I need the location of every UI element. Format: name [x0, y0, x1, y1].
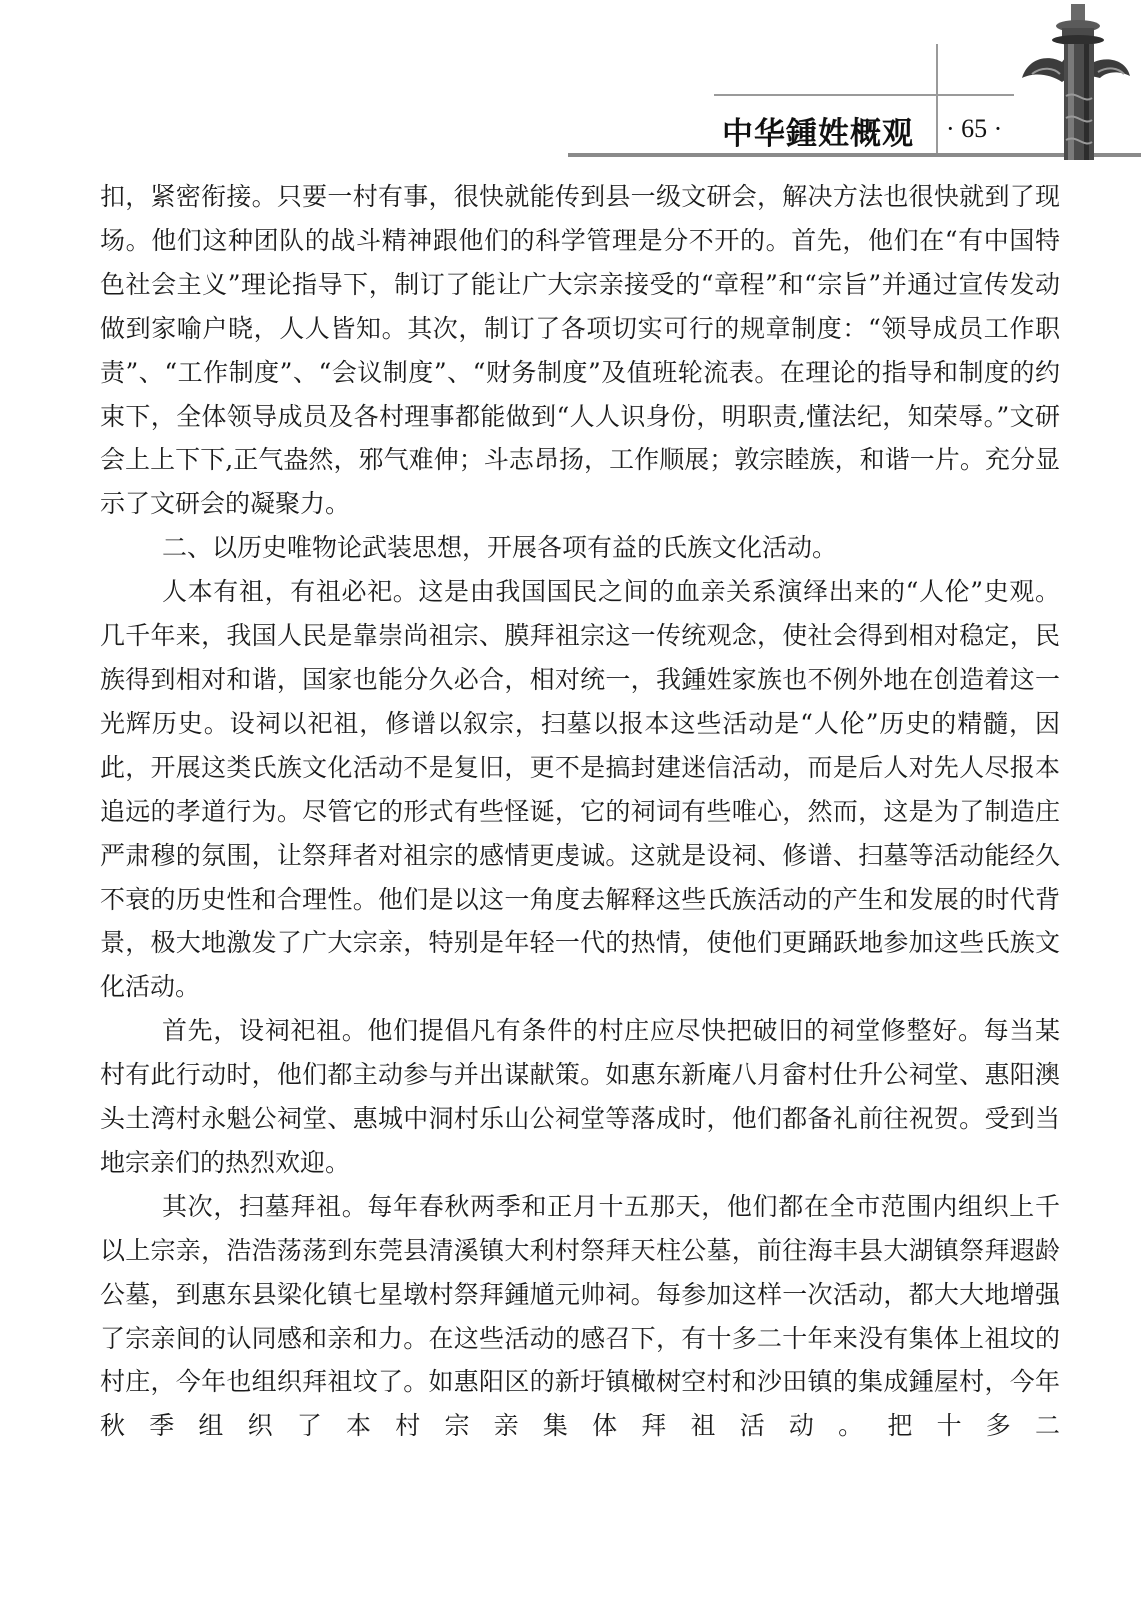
body-text [100, 175, 1060, 1448]
paragraph-3: 人本有祖，有祖必祀。这是由我国国民之间的血亲关系演绎出来的“人伦”史观。几千年来，我国人民是靠崇尚祖宗、膜拜祖宗这一传统观念，使社会得到相对稳定，民族得到相对和谐，国家也能分久必合，相对统一，我鍾姓家族也不例外地在创造着这一光辉历史。设祠以祀祖，修谱以叙宗，扫墓以报本这些活动是“人伦”历史的精髓，因此，开展这类氏族文化活动不是复旧，更不是搞封建迷信活动，而是后人对先人尽报本追远的孝道行为。尽管它的形式有些怪诞，它的祠词有些唯心，然而，这是为了制造庄严肃穆的氛围，让祭拜者对祖宗的感情更虔诚。这就是设祠、修谱、扫墓等活动能经久不衰的历史性和合理性。他们是以这一角度去解释这些氏族活动的产生和发展的时代背景，极大地激发了广大宗亲，特别是年轻一代的热情，使他们更踊跃地参加这些氏族文化活动。 [100, 577, 1060, 1002]
section-heading-2: 二、以历史唯物论武装思想，开展各项有益的氏族文化活动。 [162, 533, 838, 563]
header-rule-top [714, 94, 1014, 96]
huabiao-pillar-icon [1014, 0, 1141, 160]
running-header-title: 中华鍾姓概观 [722, 116, 914, 152]
paragraph-5: 其次，扫墓拜祖。每年春秋两季和正月十五那天，他们都在全市范围内组织上千以上宗亲，浩浩荡荡到东莞县清溪镇大利村祭拜天柱公墓，前往海丰县大湖镇祭拜遐龄公墓，到惠东县梁化镇七星墩村祭拜鍾馗元帅祠。每参加这样一次活动，都大大地增强了宗亲间的认同感和亲和力。在这些活动的感召下，有十多二十年来没有集体上祖坟的村庄，今年也组织拜祖坟了。如惠阳区的新圩镇橄树空村和沙田镇的集成鍾屋村，今年秋季组织了本村宗亲集体拜祖活动。把十多二 [100, 1191, 1060, 1441]
page-number: · 65 · [946, 114, 1003, 143]
header-rule-vertical [936, 44, 938, 154]
paragraph-4: 首先，设祠祀祖。他们提倡凡有条件的村庄应尽快把破旧的祠堂修整好。每当某村有此行动时，他们都主动参与并出谋献策。如惠东新庵八月畲村仕升公祠堂、惠阳澳头土湾村永魁公祠堂、惠城中洞村乐山公祠堂等落成时，他们都备礼前往祝贺。受到当地宗亲们的热烈欢迎。 [100, 1016, 1060, 1177]
paragraph-1: 扣，紧密衔接。只要一村有事，很快就能传到县一级文研会，解决方法也很快就到了现场。他们这种团队的战斗精神跟他们的科学管理是分不开的。首先，他们在“有中国特色社会主义”理论指导下，制订了能让广大宗亲接受的“章程”和“宗旨”并通过宣传发动做到家喻户晓，人人皆知。其次，制订了各项切实可行的规章制度：“领导成员工作职责”、“工作制度”、“会议制度”、“财务制度”及值班轮流表。在理论的指导和制度的约束下，全体领导成员及各村理事都能做到“人人识身份，明职责,懂法纪，知荣辱。”文研会上上下下,正气盎然，邪气难伸；斗志昂扬，工作顺展；敦宗睦族，和谐一片。充分显示了文研会的凝聚力。 [100, 182, 1060, 519]
